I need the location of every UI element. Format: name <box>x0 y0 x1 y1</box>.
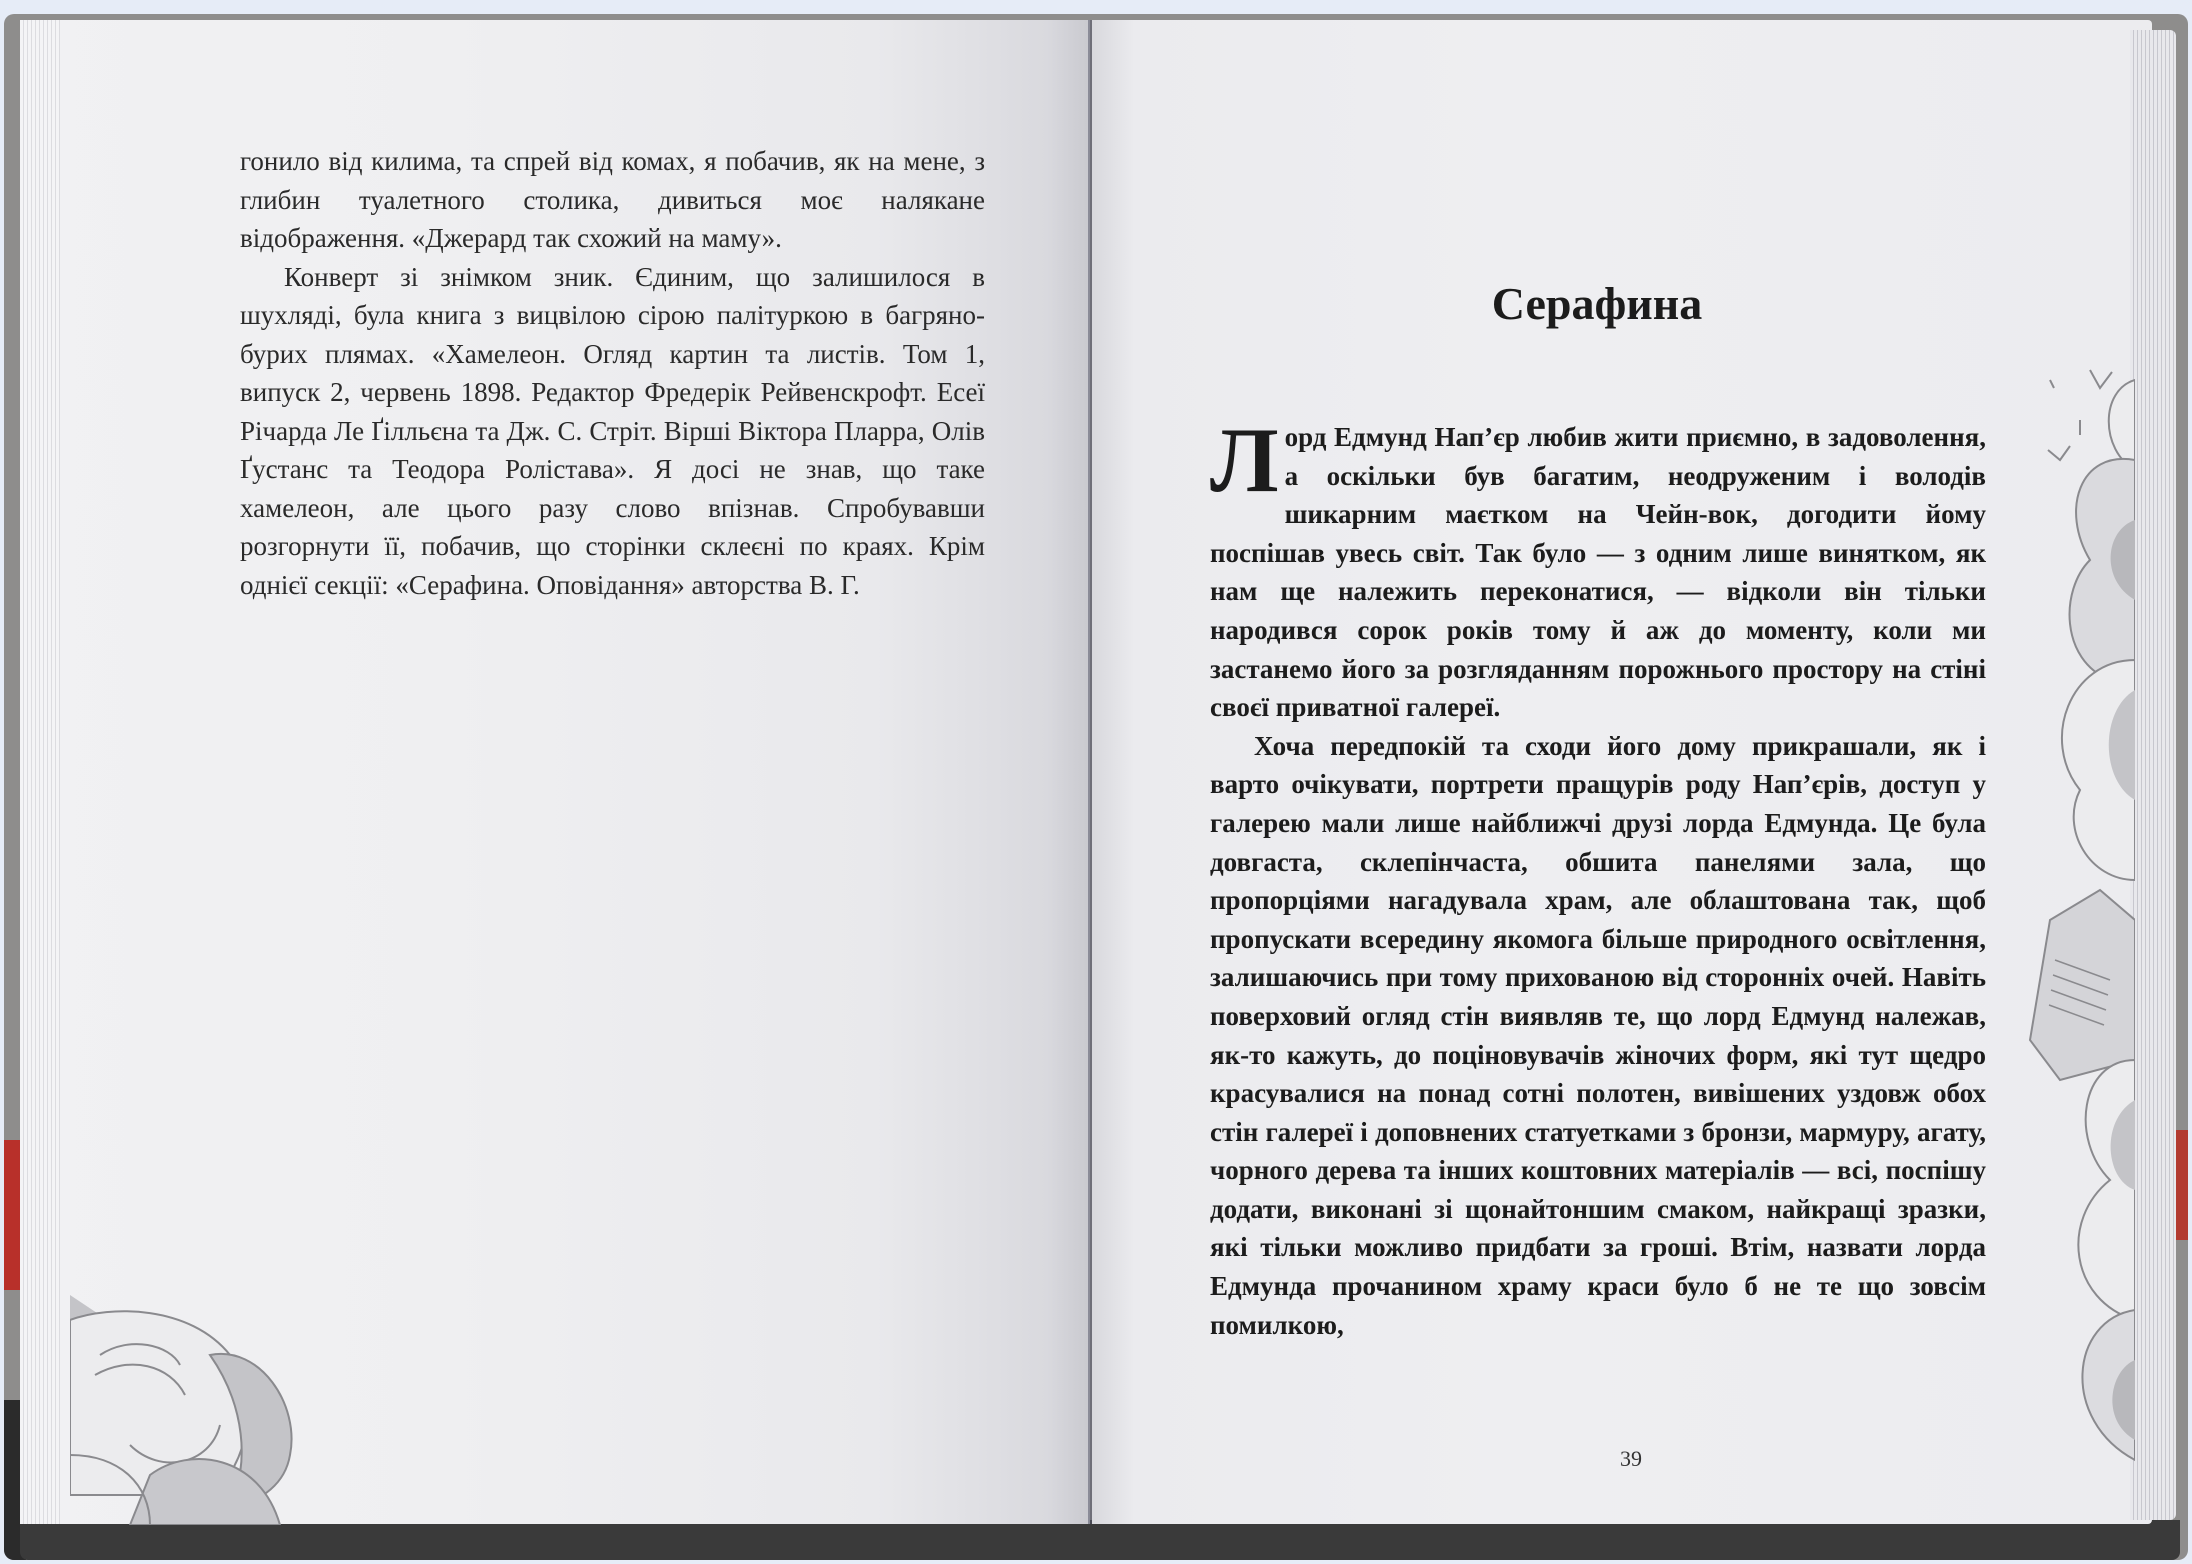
right-page-edges <box>2130 30 2176 1520</box>
book-gutter <box>1088 20 1092 1524</box>
page-number: 39 <box>1620 1446 1642 1471</box>
left-page-text <box>240 142 985 604</box>
cloud-book-illustration-icon <box>2020 360 2135 1510</box>
cloud-illustration-icon <box>70 1295 310 1525</box>
chapter-title: Серафина <box>1491 277 1703 329</box>
paragraph: Хоча передпокій та сходи його дому прикрашали, як і варто очікувати, портрети пращурів роду Нап’єрів, доступ у галерею мали лише найближчі друзі лорда Едмунда. Це була довгаста, склепінчаста, обшита панелями зала, що пропорціями нагадувала храм, але облаштована так, щоб пропускати всередину якомога більше природного освітлення, залишаючись при тому прихованою від сторонніх очей. Навіть поверховий огляд стін виявляв те, що лорд Едмунд належав, як-то кажуть, до поціновувачів жіночих форм, які тут щедро красувалися на понад сотні полотен, вивішених уздовж обох стін галереї і доповнених статуетками з бронзи, мармуру, агату, чорного дерева та інших коштовних матеріалів — всі, поспішу додати, виконані зі щонайтоншим смаком, найкращі зразки, які тільки можливо придбати за гроші. Втім, назвати лорда Едмунда прочанином храму краси було б не те що зовсім помилкою, <box>1210 730 1986 1340</box>
paragraph: орд Едмунд Нап’єр любив жити приємно, в задоволення, а оскільки був багатим, неодруженим і володів шикарним маєтком на Чейн-вок, догодити йому поспішав увесь світ. Так було — з одним лише винятком, як нам ще належить переконатися, — відколи він тільки народився сорок років тому й аж до моменту, коли ми застанемо його за розгляданням порожнього простору на стіні своєї приватної галереї. <box>1210 422 1986 723</box>
paragraph: Конверт зі знімком зник. Єдиним, що залишилося в шухляді, була книга з вицвілою сірою палітуркою в багряно-бурих плямах. «Хамелеон. Огляд картин та листів. Том 1, випуск 2, червень 1898. Редактор Фредерік Рейвенскрофт. Есеї Річарда Ле Ґілльєна та Дж. С. Стріт. Вірші Віктора Пларра, Олів Ґустанс та Теодора Ролістава». Я досі не знав, що таке хамелеон, але цього разу слово впізнав. Спробувавши розгорнути її, побачив, що сторінки склеєні по краях. Крім однієї секції: «Серафина. Оповідання» авторства В. Г. <box>240 261 985 600</box>
paragraph: гонило від килима, та спрей від комах, я побачив, як на мене, з глибин туалетного столика, дивиться моє налякане відображення. «Джерард так схожий на маму». <box>240 146 985 253</box>
left-page-edges <box>20 20 60 1524</box>
right-page-text <box>1210 409 1986 1344</box>
drop-cap: Л <box>1210 409 1279 511</box>
cover-bottom-edge <box>20 1520 2180 1560</box>
